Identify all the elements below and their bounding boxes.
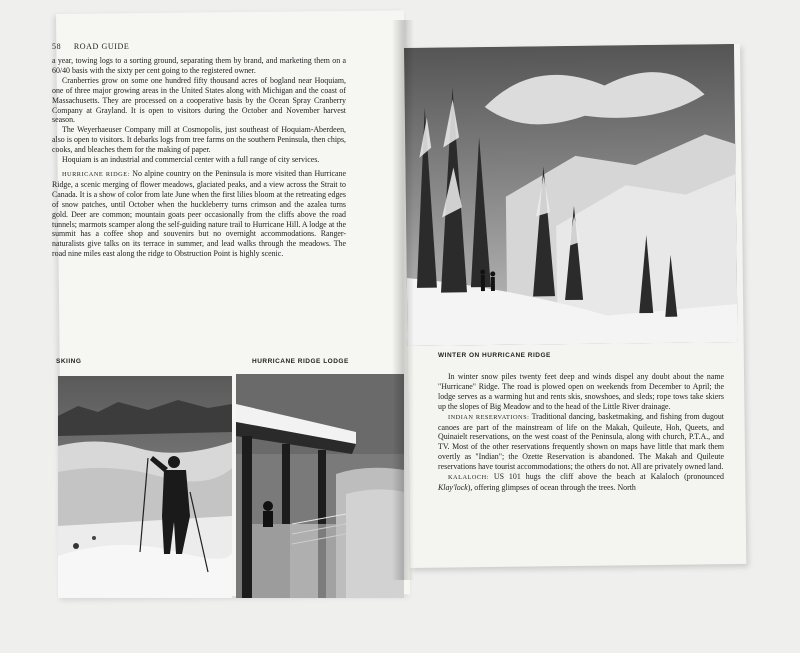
section-heading: HURRICANE RIDGE: — [62, 170, 130, 178]
left-body-text — [52, 56, 346, 259]
paragraph-text: ), offering glimpses of ocean through the trees. North — [467, 482, 636, 492]
caption-lodge: HURRICANE RIDGE LODGE — [252, 358, 349, 365]
page-number: 58 — [52, 42, 62, 51]
winter-photo — [404, 44, 738, 346]
paragraph — [438, 412, 724, 472]
paragraph-text: US 101 hugs the cliff above the beach at Kalaloch (pronounced — [493, 472, 724, 482]
lodge-photo — [236, 374, 404, 598]
skiing-photo — [58, 376, 232, 598]
section-heading: INDIAN RESERVATIONS: — [448, 413, 530, 421]
paragraph: Hoquiam is an industrial and commercial center with a full range of city services. — [62, 155, 320, 165]
section-heading: KALALOCH: — [448, 474, 489, 482]
right-body-text — [438, 372, 724, 493]
paragraph: Cranberries grow on some one hundred fifty thousand acres of bogland near Hoquiam, one of three major growing areas in the United States along with Michigan and the coast of Massachusetts. They are processed on a cooperative basis by the Ocean Spray Cranberry Company at Grayland. It is open to visitors during the October and November harvest season. — [52, 75, 346, 125]
paragraph: a year, towing logs to a sorting ground, separating them by brand, and marketing them on a 60/40 basis with the sixty per cent going to the registered owner. — [52, 56, 346, 75]
caption-skiing: SKIING — [56, 358, 82, 365]
paragraph: The Weyerhaeuser Company mill at Cosmopolis, just southeast of Hoquiam-Aberdeen, also is open to visitors. It debarks logs from tree farms on the southern Peninsula, then chips, cooks, and bleaches them for the making of paper. — [52, 125, 346, 155]
paragraph: In winter snow piles twenty feet deep and winds dispel any doubt about the name "Hurricane" Ridge. The road is plowed open on weekends from December to April; the lodge serves as a warming hut and rents skis, snowshoes, and sleds; rope tows take skiers up the slopes of Big Meadow and to the head of the Little River drainage. — [438, 372, 724, 411]
running-head-title: ROAD GUIDE — [73, 42, 130, 51]
paragraph-text: Traditional dancing, basketmaking, and fishing from dugout canoes are part of the mainstream of life on the Makah, Quileute, Hoh, Queets, and Quinaielt reservations, on the west coast of the Peninsula, along with church, P.T.A., and TV. Most of the other reservations frequently shown on maps have little that mark them overtly as "Indian"; the Ozette Reservation is abandoned. The Makah and Quileute reservations have tourist accommodations; the others do not. All are privately owned land. — [438, 411, 724, 472]
paragraph-text: No alpine country on the Peninsula is more visited than Hurricane Ridge, a scenic merging of flower meadows, glaciated peaks, and a view across the Strait to Canada. It is a show of color from late June when the first lilies bloom at the retreating edges of snow patches, until October when the huckleberry turns crimson and the azalea turns gold. Deer are common; mountain goats peer occasionally from the cliffs above the road tunnels; marmots scamper along the self-guiding nature trail to Hurricane Hill. A lodge at the summit has a coffee shop and souvenirs but no overnight accommodations. Ranger-naturalists give talks on its terrace in summer, and lead walks through the meadows. The road nine miles east along the ridge to Obstruction Point is highly scenic. — [52, 168, 346, 259]
paragraph — [438, 472, 724, 493]
running-head — [52, 42, 129, 51]
pronunciation: Klay'lock — [438, 482, 468, 492]
paragraph — [52, 169, 346, 259]
caption-winter: WINTER ON HURRICANE RIDGE — [438, 352, 551, 359]
